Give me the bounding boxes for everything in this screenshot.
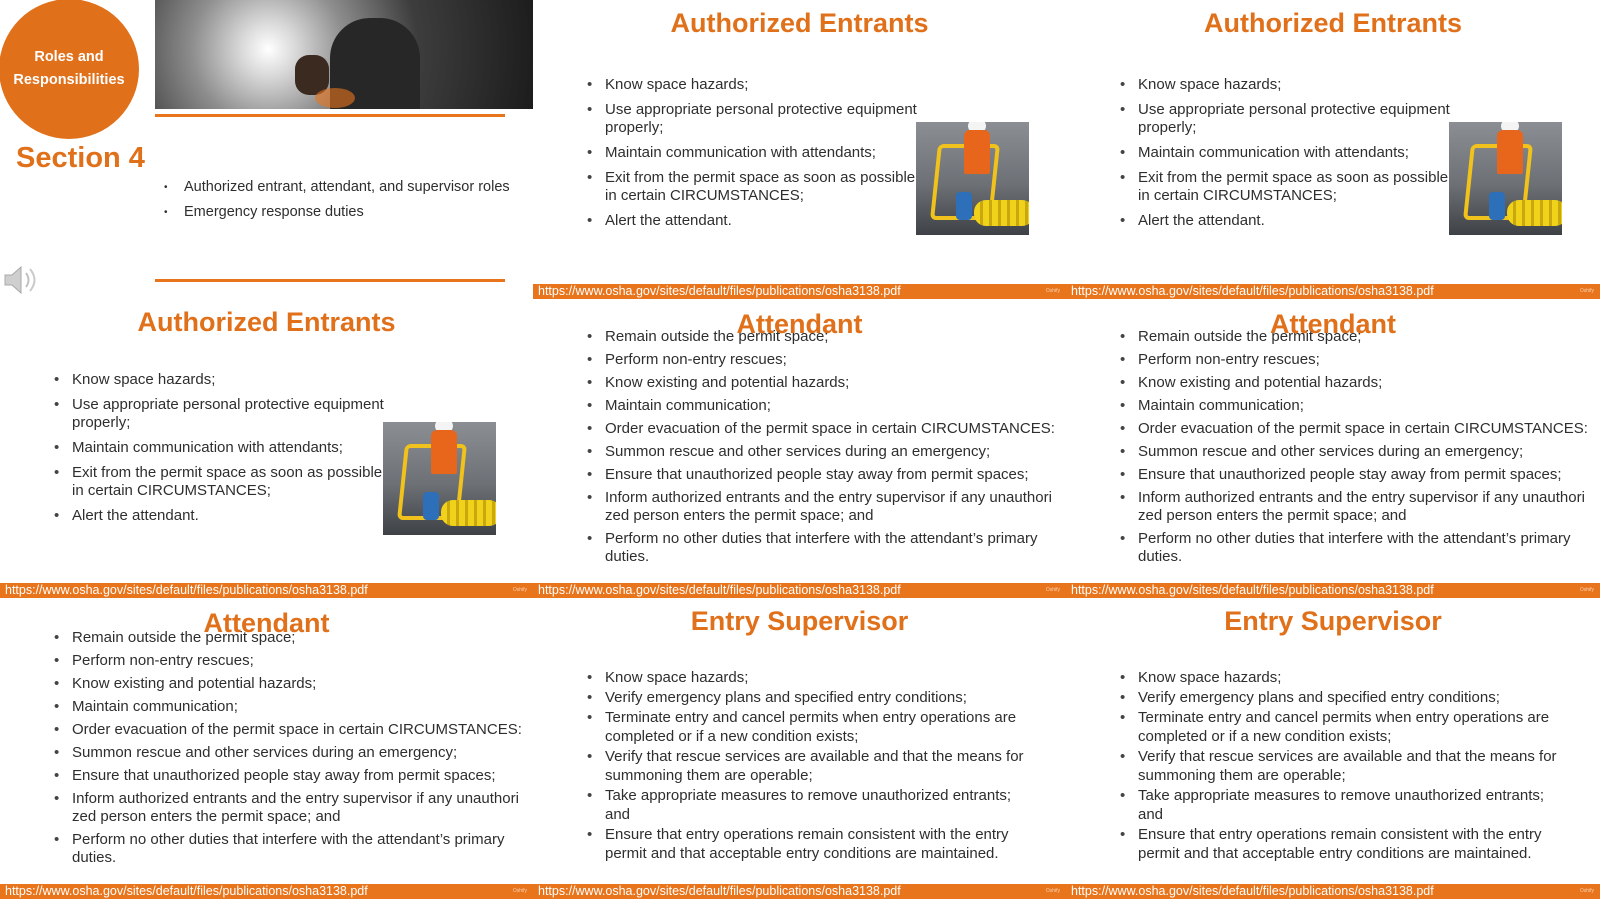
slide-section-4[interactable] (0, 0, 533, 299)
list-item: • Order evacuation of the permit space in certain CIRCUMSTANCES: (1120, 420, 1590, 438)
list-item: • Inform authorized entrants and the entry supervisor if any unauthori zed person enters the permit space; and (1120, 489, 1590, 525)
list-item: • Take appropriate measures to remove unauthorized entrants; and (587, 786, 1027, 824)
source-url[interactable]: https://www.osha.gov/sites/default/files/publications/osha3138.pdf (538, 583, 901, 597)
list-item: • Alert the attendant. (587, 212, 917, 230)
slide-title: Authorized Entrants (670, 8, 929, 38)
list-item: • Ensure that unauthorized people stay away from permit spaces; (54, 767, 524, 785)
slide-authorized-entrants[interactable] (1066, 0, 1600, 299)
entrant-duties-list (54, 371, 384, 532)
list-item: • Verify that rescue services are available and that the means for summoning them are operable; (1120, 747, 1560, 785)
source-bar: https://www.osha.gov/sites/default/files/publications/osha3138.pdf Oshify (0, 884, 533, 899)
supervisor-duties-list (1120, 668, 1560, 864)
slide-attendant[interactable] (0, 598, 533, 899)
list-item: • Inform authorized entrants and the entry supervisor if any unauthori zed person enters the permit space; and (587, 489, 1057, 525)
slide-title: Attendant (1270, 309, 1396, 339)
list-item: • Ensure that entry operations remain consistent with the entry permit and that acceptable entry conditions are maintained. (1120, 825, 1560, 863)
slide-title: Authorized Entrants (1203, 8, 1462, 38)
list-item: • Emergency response duties (162, 200, 510, 225)
list-item: • Alert the attendant. (54, 507, 384, 525)
slide-title: Authorized Entrants (137, 307, 396, 337)
slide-entry-supervisor[interactable] (1066, 598, 1600, 899)
list-item: • Maintain communication; (1120, 397, 1590, 415)
list-item: • Ensure that entry operations remain consistent with the entry permit and that acceptable entry conditions are maintained. (587, 825, 1027, 863)
source-url[interactable]: https://www.osha.gov/sites/default/files/publications/osha3138.pdf (1071, 583, 1434, 597)
source-url[interactable]: https://www.osha.gov/sites/default/files/publications/osha3138.pdf (538, 884, 901, 898)
list-item: • Remain outside the permit space; (54, 629, 524, 647)
list-item: • Perform non-entry rescues; (54, 652, 524, 670)
source-url[interactable]: https://www.osha.gov/sites/default/files/publications/osha3138.pdf (538, 284, 901, 298)
list-item: • Summon rescue and other services during an emergency; (587, 443, 1057, 461)
slide-authorized-entrants[interactable] (533, 0, 1066, 299)
source-url[interactable]: https://www.osha.gov/sites/default/files/publications/osha3138.pdf (5, 884, 368, 898)
attendant-duties-list (587, 328, 1057, 571)
list-item: • Exit from the permit space as soon as possible in certain CIRCUMSTANCES; (54, 464, 384, 500)
source-bar: https://www.osha.gov/sites/default/files/publications/osha3138.pdf Oshify (533, 583, 1066, 598)
slide-authorized-entrants[interactable] (0, 299, 533, 598)
list-item: • Remain outside the permit space; (587, 328, 1057, 346)
slide-attendant[interactable] (1066, 299, 1600, 598)
list-item: • Know space hazards; (54, 371, 384, 389)
supervisor-duties-list (587, 668, 1027, 864)
section-bullets (162, 175, 510, 225)
list-item: • Summon rescue and other services during an emergency; (54, 744, 524, 762)
list-item: • Perform non-entry rescues; (1120, 351, 1590, 369)
list-item: • Verify emergency plans and specified entry conditions; (587, 688, 1027, 707)
list-item: • Maintain communication with attendants; (587, 144, 917, 162)
source-url[interactable]: https://www.osha.gov/sites/default/files/publications/osha3138.pdf (1071, 884, 1434, 898)
list-item: • Maintain communication with attendants; (54, 439, 384, 457)
entrant-photo (383, 422, 496, 535)
confined-space-photo (155, 0, 533, 109)
list-item: • Use appropriate personal protective equipment properly; (587, 101, 917, 137)
list-item: • Perform no other duties that interfere with the attendant’s primary duties. (54, 831, 524, 867)
source-bar: https://www.osha.gov/sites/default/files/publications/osha3138.pdf Oshify (533, 284, 1066, 299)
section-circle: Roles and Responsibilities (0, 0, 139, 139)
list-item: • Use appropriate personal protective equipment properly; (54, 396, 384, 432)
list-item: • Know space hazards; (587, 668, 1027, 687)
speaker-icon[interactable] (2, 262, 40, 298)
attendant-duties-list (1120, 328, 1590, 571)
slide-attendant[interactable] (533, 299, 1066, 598)
attendant-duties-list (54, 629, 524, 872)
source-bar: https://www.osha.gov/sites/default/files/publications/osha3138.pdf Oshify (533, 884, 1066, 899)
slide-entry-supervisor[interactable] (533, 598, 1066, 899)
list-item: • Remain outside the permit space; (1120, 328, 1590, 346)
list-item: • Terminate entry and cancel permits when entry operations are completed or if a new condition exists; (1120, 708, 1560, 746)
list-item: • Maintain communication; (54, 698, 524, 716)
list-item: • Maintain communication with attendants; (1120, 144, 1450, 162)
list-item: • Know space hazards; (1120, 76, 1450, 94)
slide-title: Entry Supervisor (1224, 606, 1442, 636)
list-item: • Authorized entrant, attendant, and supervisor roles (162, 175, 510, 200)
list-item: • Terminate entry and cancel permits when entry operations are completed or if a new condition exists; (587, 708, 1027, 746)
list-item: • Use appropriate personal protective equipment properly; (1120, 101, 1450, 137)
list-item: • Exit from the permit space as soon as possible in certain CIRCUMSTANCES; (587, 169, 917, 205)
list-item: • Know existing and potential hazards; (587, 374, 1057, 392)
section-heading: Section 4 (16, 142, 145, 174)
source-bar: https://www.osha.gov/sites/default/files/publications/osha3138.pdf Oshify (1066, 884, 1600, 899)
slide-title: Attendant (203, 608, 330, 638)
list-item: • Inform authorized entrants and the entry supervisor if any unauthori zed person enters the permit space; and (54, 790, 524, 826)
entrant-duties-list (1120, 76, 1450, 237)
slide-title: Attendant (736, 309, 863, 339)
source-url[interactable]: https://www.osha.gov/sites/default/files/publications/osha3138.pdf (5, 583, 368, 597)
list-item: • Know existing and potential hazards; (1120, 374, 1590, 392)
list-item: • Ensure that unauthorized people stay away from permit spaces; (587, 466, 1057, 484)
divider-top (155, 114, 505, 117)
list-item: • Verify that rescue services are available and that the means for summoning them are operable; (587, 747, 1027, 785)
list-item: • Take appropriate measures to remove unauthorized entrants; and (1120, 786, 1560, 824)
source-url[interactable]: https://www.osha.gov/sites/default/files/publications/osha3138.pdf (1071, 284, 1434, 298)
list-item: • Perform no other duties that interfere with the attendant’s primary duties. (587, 530, 1057, 566)
entrant-duties-list (587, 76, 917, 237)
list-item: • Exit from the permit space as soon as possible in certain CIRCUMSTANCES; (1120, 169, 1450, 205)
source-bar: https://www.osha.gov/sites/default/files/publications/osha3138.pdf Oshify (1066, 583, 1600, 598)
list-item: • Order evacuation of the permit space in certain CIRCUMSTANCES: (54, 721, 524, 739)
entrant-photo (916, 122, 1029, 235)
divider-bottom (155, 279, 505, 282)
source-bar: https://www.osha.gov/sites/default/files/publications/osha3138.pdf Oshify (1066, 284, 1600, 299)
entrant-photo (1449, 122, 1562, 235)
list-item: • Ensure that unauthorized people stay away from permit spaces; (1120, 466, 1590, 484)
list-item: • Perform non-entry rescues; (587, 351, 1057, 369)
source-bar: https://www.osha.gov/sites/default/files/publications/osha3138.pdf Oshify (0, 583, 533, 598)
list-item: • Alert the attendant. (1120, 212, 1450, 230)
list-item: • Perform no other duties that interfere with the attendant’s primary duties. (1120, 530, 1590, 566)
list-item: • Maintain communication; (587, 397, 1057, 415)
list-item: • Know space hazards; (1120, 668, 1560, 687)
list-item: • Order evacuation of the permit space in certain CIRCUMSTANCES: (587, 420, 1057, 438)
list-item: • Know existing and potential hazards; (54, 675, 524, 693)
slide-title: Entry Supervisor (690, 606, 909, 636)
list-item: • Know space hazards; (587, 76, 917, 94)
list-item: • Verify emergency plans and specified entry conditions; (1120, 688, 1560, 707)
list-item: • Summon rescue and other services during an emergency; (1120, 443, 1590, 461)
